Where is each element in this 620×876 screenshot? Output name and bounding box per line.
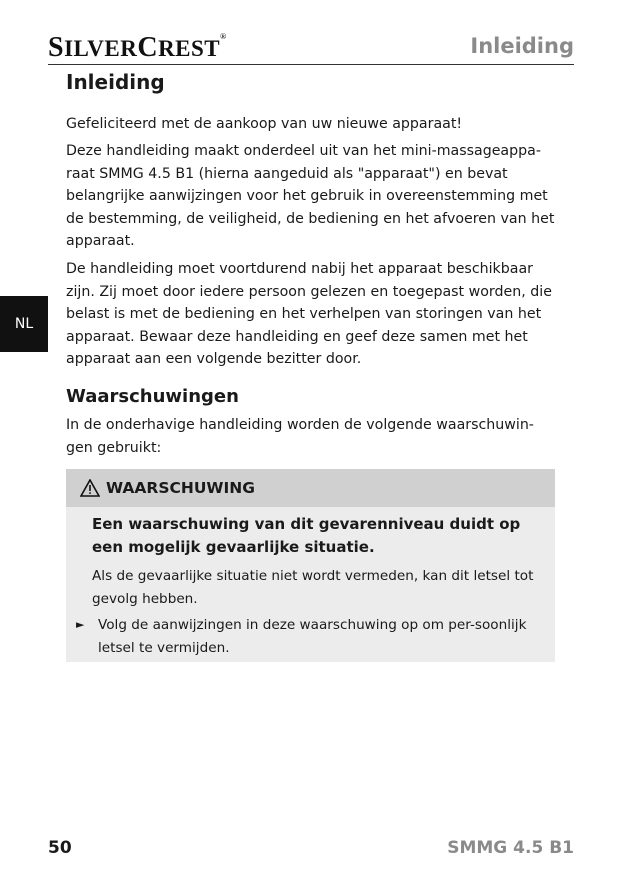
warning-box [66, 469, 555, 662]
page-number: 50 [48, 838, 72, 858]
warning-header [66, 469, 555, 507]
warning-title: WAARSCHUWING [106, 479, 255, 497]
warning-level-text: Een waarschuwing van dit gevarenniveau duidt op een mogelijk gevaarlijke situatie. [92, 515, 521, 556]
brand-logo: SILVERCREST® [48, 32, 227, 63]
header-divider [48, 64, 574, 65]
model-number: SMMG 4.5 B1 [447, 838, 574, 858]
arrow-right-icon: ► [76, 618, 85, 631]
intro-paragraph-2: Deze handleiding maakt onderdeel uit van het mini-massageappa-raat SMMG 4.5 B1 (hierna aangeduid als "apparaat") en bevat belangrijke aanwijzingen voor het gebruik in overeenstemming met de bestemming, de veiligheid, de bediening en het afvoeren van het apparaat. [66, 143, 555, 249]
language-tab [0, 296, 48, 352]
header-section-title: Inleiding [470, 34, 574, 58]
warning-instruction: ► Volg de aanwijzingen in deze waarschuwing op om per-soonlijk letsel te vermijden. [92, 614, 541, 659]
intro-heading: Inleiding [66, 70, 165, 94]
intro-paragraph-3: De handleiding moet voortdurend nabij het apparaat beschikbaar zijn. Zij moet door iedere persoon gelezen en toegepast worden, die belast is met de bediening en het verhelpen van storingen van het apparaat. Bewaar deze handleiding en geef deze samen met het apparaat aan een volgende bezitter door. [66, 261, 552, 367]
language-label: NL [14, 316, 34, 332]
warnings-intro: In de onderhavige handleiding worden de volgende waarschuwin-gen gebruikt: [66, 417, 534, 456]
page-header [48, 28, 574, 64]
intro-paragraph-1: Gefeliciteerd met de aankoop van uw nieuwe apparaat! [66, 116, 463, 132]
warning-consequence: Als de gevaarlijke situatie niet wordt vermeden, kan dit letsel tot gevolg hebben. [92, 568, 534, 607]
warning-triangle-icon [80, 479, 100, 497]
warnings-heading: Waarschuwingen [66, 386, 239, 407]
